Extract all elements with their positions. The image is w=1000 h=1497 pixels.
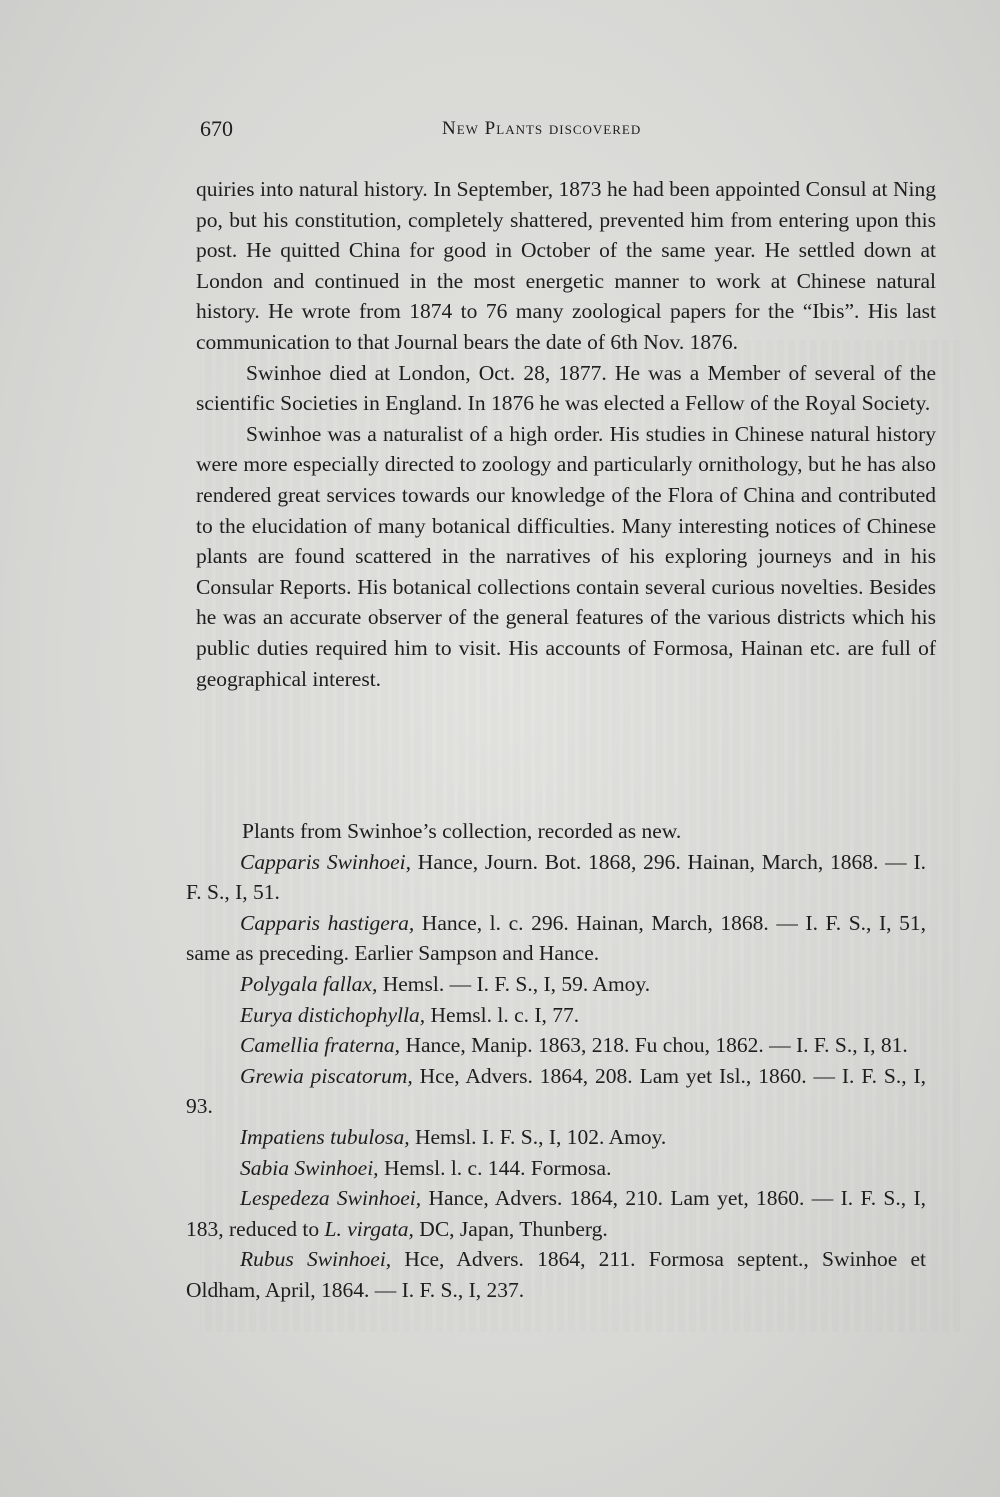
citation: Hance, Manip. 1863, 218. Fu chou, 1862. — I. F. S., I, 81. [400,1033,908,1058]
body-text [196,174,936,694]
species-name: Eurya distichophylla, [240,1002,426,1027]
citation: Hemsl. l. c. I, 77. [425,1002,580,1027]
plant-list [186,816,926,1306]
species-name: Camellia fraterna, [240,1033,401,1058]
citation: Hance, l. c. 296. Hainan, March, 1868. — I. F. S., I, 51, same as preceding. Earlier Sampson and Hance. [186,910,926,966]
paragraph-continuation: quiries into natural history. In September, 1873 he had been appointed Consul at Ning po, but his constitution, completely shattered, prevented him from entering upon this post. He quitted China for good in October of the same year. He settled down at London and continued in the most energetic manner to work at Chinese natural history. He wrote from 1874 to 76 many zoological papers for the “Ibis”. His last communication to that Journal bears the date of 6th Nov. 1876. [196,177,936,354]
list-item [186,1244,926,1305]
running-head: New Plants discovered [442,118,642,139]
citation: Hance, Advers. 1864, 210. Lam yet, 1860. — I. F. S., I, 183, reduced to [186,1186,926,1241]
list-item [186,1183,926,1244]
species-name: Sabia Swinhoei, [240,1155,379,1180]
list-item [186,969,926,1000]
citation: Hemsl. I. F. S., I, 102. Amoy. [409,1124,667,1149]
citation: Hance, Journ. Bot. 1868, 296. Hainan, March, 1868. — I. F. S., I, 51. [186,849,926,905]
list-item [186,1000,926,1031]
species-name-reduced: L. virgata, [324,1216,414,1241]
list-item [186,1153,926,1184]
list-item [186,1122,926,1153]
citation: Hemsl. l. c. 144. Formosa. [378,1155,612,1180]
citation-tail: DC, Japan, Thunberg. [413,1216,608,1241]
citation: Hce, Advers. 1864, 211. Formosa septent., Swinhoe et Oldham, April, 1864. — I. F. S., I, 237. [186,1247,926,1302]
species-name: Grewia piscatorum, [240,1063,413,1088]
species-name: Impatiens tubulosa, [240,1124,410,1149]
list-item [186,1061,926,1122]
citation: Hemsl. — I. F. S., I, 59. Amoy. [377,971,651,996]
species-name: Capparis hastigera, [240,910,415,935]
citation: Hce, Advers. 1864, 208. Lam yet Isl., 1860. — I. F. S., I, 93. [186,1063,927,1119]
species-name: Polygala fallax, [240,971,378,996]
species-name: Rubus Swinhoei, [240,1247,392,1272]
paragraph-death: Swinhoe died at London, Oct. 28, 1877. He was a Member of several of the scientific Societies in England. In 1876 he was elected a Fellow of the Royal Society. [196,360,936,416]
species-name: Capparis Swinhoei, [240,849,412,874]
plant-list-intro: Plants from Swinhoe’s collection, recorded as new. [242,819,682,843]
list-item [186,1030,926,1061]
page-header [200,116,940,150]
species-name: Lespedeza Swinhoei, [240,1186,422,1211]
paragraph-assessment: Swinhoe was a naturalist of a high order. His studies in Chinese natural history were more especially directed to zoology and particularly ornithology, but he has also rendered great services towards our knowledge of the Flora of China and contributed to the elucidation of many botanical difficulties. Many interesting notices of Chinese plants are found scattered in the narratives of his exploring journeys and in his Consular Reports. His botanical collections contain several curious novelties. Besides he was an accurate observer of the general features of the various districts which his public duties required him to visit. His accounts of Formosa, Hainan etc. are full of geographical interest. [196,421,936,691]
list-item [186,908,926,969]
page-number: 670 [200,116,233,141]
list-item [186,847,926,908]
